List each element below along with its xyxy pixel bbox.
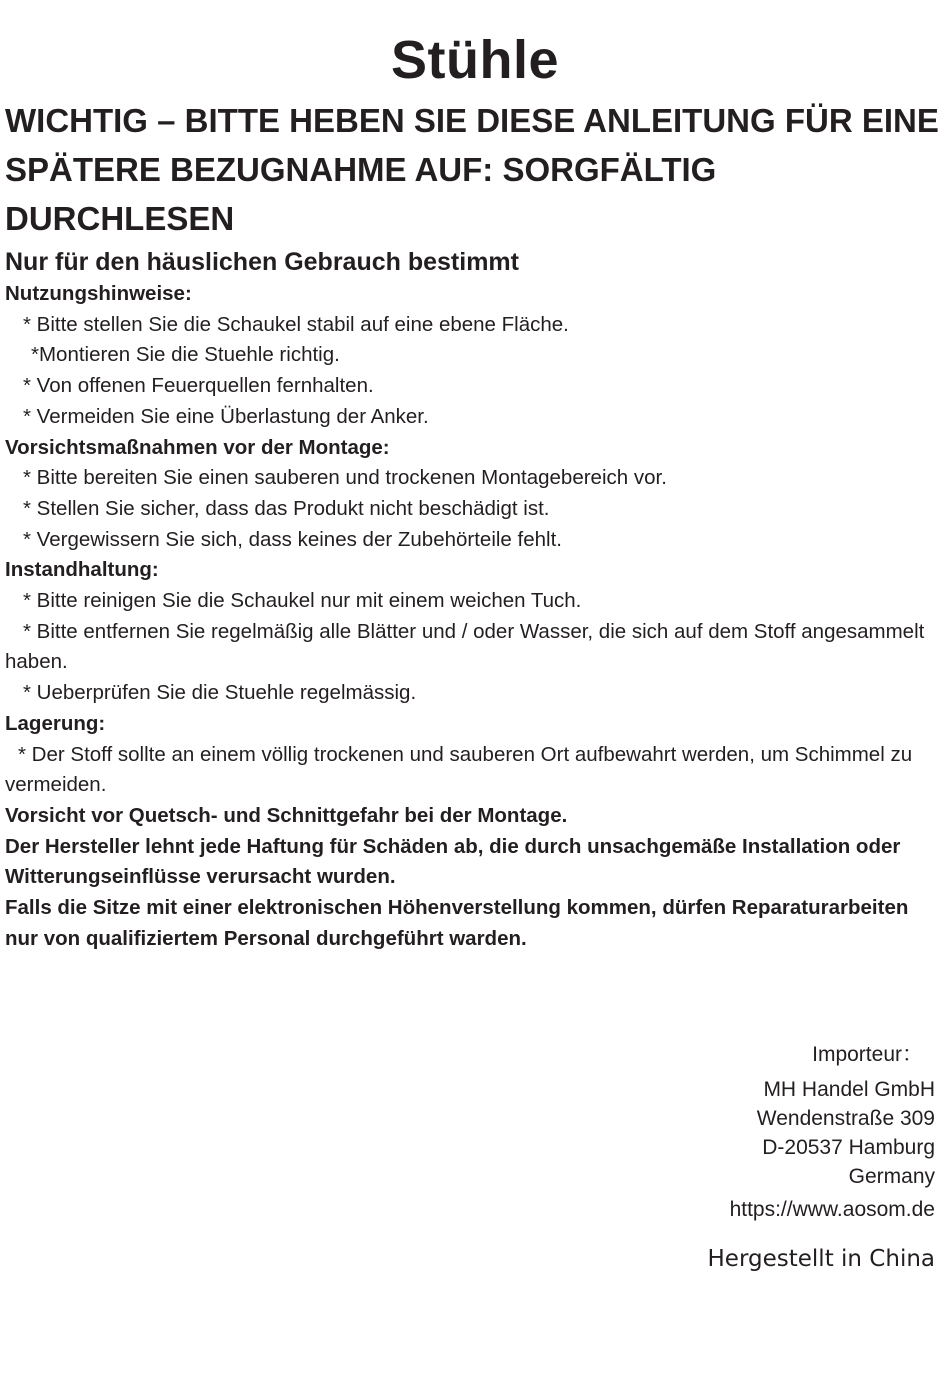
- made-in-note: Hergestellt in China: [707, 1246, 935, 1272]
- storage-heading: Lagerung:: [5, 711, 106, 735]
- precautions-heading: Vorsichtsmaßnahmen vor der Montage:: [5, 435, 390, 459]
- list-item: * Von offenen Feuerquellen fernhalten.: [23, 374, 374, 398]
- importer-block: [708, 1040, 935, 1274]
- maintenance-heading: Instandhaltung:: [5, 558, 159, 582]
- maintenance-section: [5, 555, 945, 709]
- importer-label: Importeur：: [812, 1043, 923, 1066]
- liability-disclaimer: Der Hersteller lehnt jede Haftung für Schäden ab, die durch unsachgemäße Installation oder Witterungseinflüsse verursacht wurden.: [5, 834, 901, 889]
- importer-website-link[interactable]: https://www.aosom.de: [729, 1198, 935, 1221]
- importer-company: MH Handel GmbH: [763, 1078, 935, 1101]
- list-item: * Stellen Sie sicher, dass das Produkt nicht beschädigt ist.: [23, 496, 550, 520]
- warnings-section: [5, 801, 945, 955]
- importer-city: D-20537 Hamburg: [762, 1136, 935, 1159]
- precautions-section: [5, 433, 945, 556]
- list-item: * Der Stoff sollte an einem völlig trockenen und sauberen Ort aufbewahrt werden, um Schimmel zu vermeiden.: [5, 742, 913, 797]
- list-item: *Montieren Sie die Stuehle richtig.: [31, 343, 340, 367]
- crush-cut-warning: Vorsicht vor Quetsch- und Schnittgefahr bei der Montage.: [5, 803, 568, 827]
- list-item: * Vermeiden Sie eine Überlastung der Anker.: [23, 404, 429, 428]
- storage-section: [5, 709, 945, 801]
- list-item: * Bitte bereiten Sie einen sauberen und trockenen Montagebereich vor.: [23, 466, 667, 490]
- electronic-adjustment-warning: Falls die Sitze mit einer elektronischen Höhenverstellung kommen, dürfen Reparaturarbeiten nur von qualifiziertem Personal durchgeführt warden.: [5, 896, 909, 950]
- household-use-note: Nur für den häuslichen Gebrauch bestimmt: [5, 248, 519, 276]
- important-notice: WICHTIG – BITTE HEBEN SIE DIESE ANLEITUNG FÜR EINE SPÄTERE BEZUGNAHME AUF: SORGFÄLTIG DURCHLESEN: [5, 102, 939, 237]
- list-item: * Bitte entfernen Sie regelmäßig alle Blätter und / oder Wasser, die sich auf dem Stoff angesammelt haben.: [5, 619, 925, 674]
- list-item: * Bitte reinigen Sie die Schaukel nur mit einem weichen Tuch.: [23, 589, 582, 613]
- importer-country: Germany: [848, 1165, 935, 1188]
- list-item: * Bitte stellen Sie die Schaukel stabil auf eine ebene Fläche.: [23, 312, 569, 336]
- importer-street: Wendenstraße 309: [756, 1107, 935, 1130]
- instruction-sheet: [5, 0, 945, 954]
- page-title: Stühle: [390, 30, 559, 90]
- list-item: * Ueberprüfen Sie die Stuehle regelmässig.: [23, 681, 417, 705]
- list-item: * Vergewissern Sie sich, dass keines der Zubehörteile fehlt.: [23, 527, 562, 551]
- usage-section: [5, 279, 945, 433]
- usage-heading: Nutzungshinweise:: [5, 282, 192, 305]
